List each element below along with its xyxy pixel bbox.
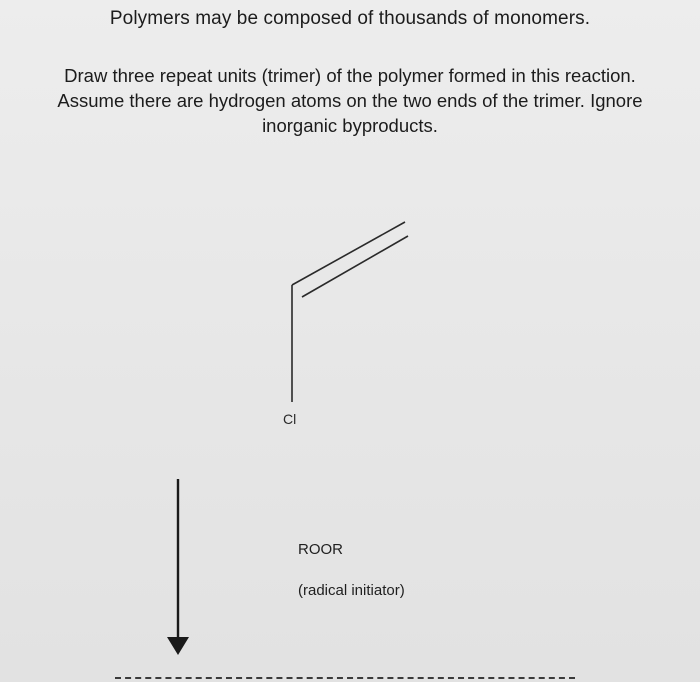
question-title: Polymers may be composed of thousands of monomers. (109, 8, 591, 29)
double-bond-line-1 (292, 222, 405, 285)
answer-area-edge (115, 677, 575, 679)
reagent-label: ROOR (298, 541, 343, 558)
chlorine-label: Cl (283, 411, 297, 427)
instruction-line-1: Draw three repeat units (trimer) of the polymer formed in this reaction. (64, 65, 636, 86)
instruction-line-3: inorganic byproducts. (262, 115, 438, 136)
instruction-line-2: Assume there are hydrogen atoms on the two ends of the trimer. Ignore (57, 90, 643, 111)
double-bond-line-2 (302, 236, 408, 297)
reagent-note: (radical initiator) (298, 582, 405, 599)
reaction-arrow-head (167, 637, 189, 655)
